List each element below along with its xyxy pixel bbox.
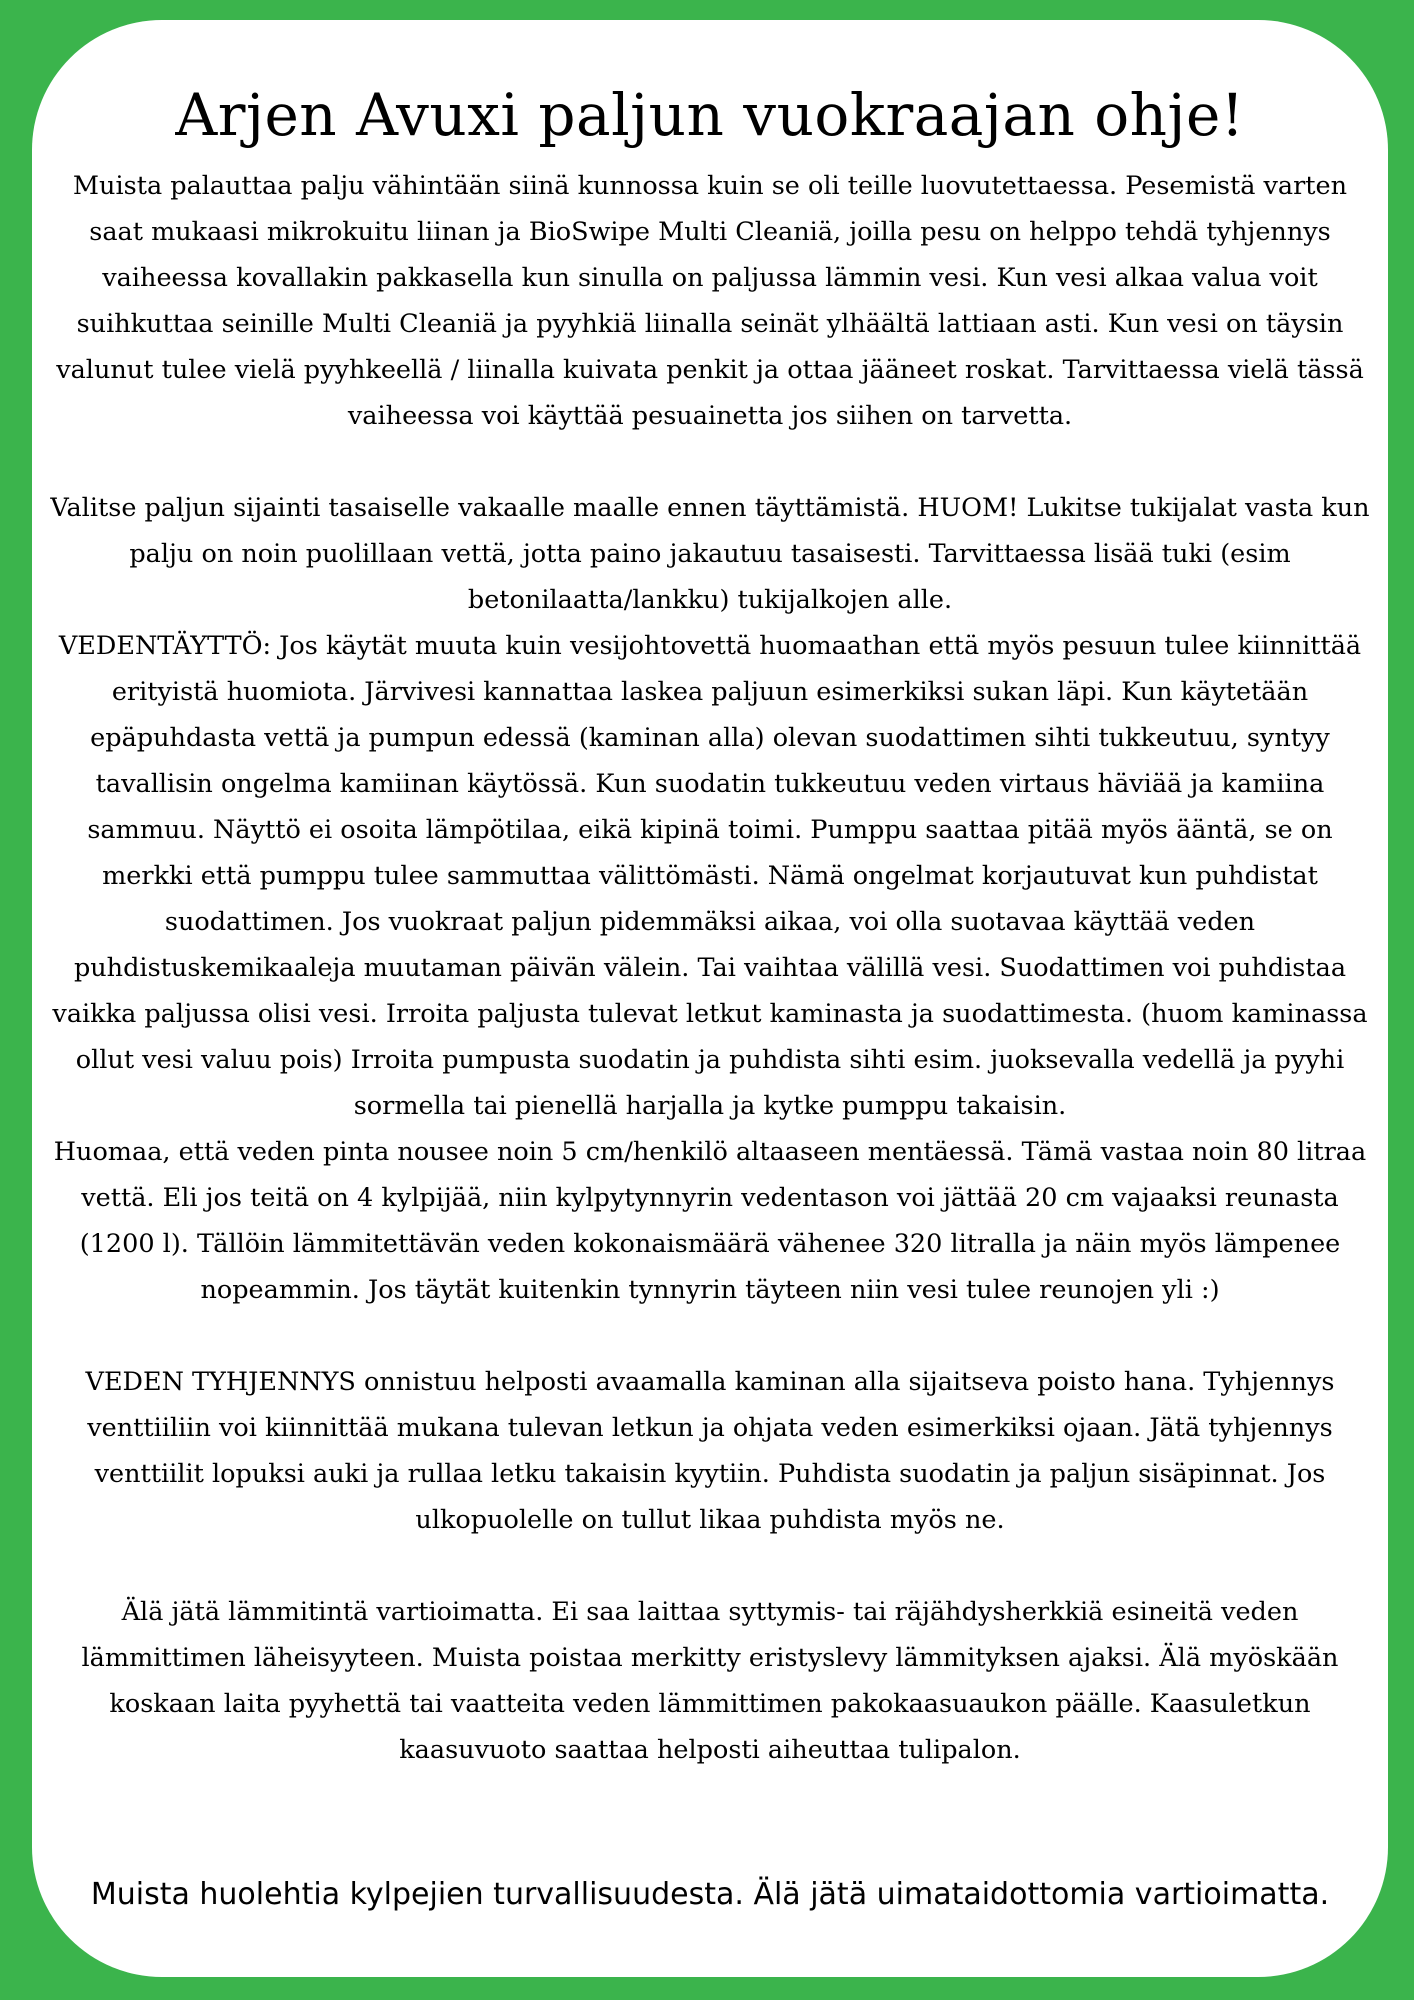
safety-footer: Muista huolehtia kylpejien turvallisuudesta. Älä jätä uimataidottomia vartioimatta. bbox=[90, 1877, 1330, 1912]
page-title: Arjen Avuxi paljun vuokraajan ohje! bbox=[175, 81, 1245, 149]
instruction-card bbox=[32, 20, 1388, 1977]
paragraph-water-filling: VEDENTÄYTTÖ: Jos käytät muuta kuin vesijohtovettä huomaathan että myös pesuun tulee kiinnittää erityistä huomiota. Järvivesi kannattaa laskea paljuun esimerkiksi sukan läpi. Kun käytetään epäpuhdasta vettä ja pumpun edessä (kaminan alla) olevan suodattimen sihti tukkeutuu, syntyy tavallisin ongelma kamiinan käytössä. Kun suodatin tukkeutuu veden virtaus häviää ja kamiina sammuu. Näyttö ei osoita lämpötilaa, eikä kipinä toimi. Pumppu saattaa pitää myös ääntä, se on merkki että pumppu tulee sammuttaa välittömästi. Nämä ongelmat korjautuvat kun puhdistat suodattimen. Jos vuokraat paljun pidemmäksi aikaa, voi olla suotavaa käyttää veden puhdistuskemikaaleja muutaman päivän välein. Tai vaihtaa välillä vesi. Suodattimen voi puhdistaa vaikka paljussa olisi vesi. Irroita paljusta tulevat letkut kaminasta ja suodattimesta. (huom kaminassa ollut vesi valuu pois) Irroita pumpusta suodatin ja puhdista sihti esim. juoksevalla vedellä ja pyyhi sormella tai pienellä harjalla ja kytke pumppu takaisin. bbox=[52, 630, 1368, 1121]
paragraph-emptying: VEDEN TYHJENNYS onnistuu helposti avaamalla kaminan alla sijaitseva poisto hana. Tyhjennys venttiiliin voi kiinnittää mukana tulevan letkun ja ohjata veden esimerkiksi ojaan. Jätä tyhjennys venttiilit lopuksi auki ja rullaa letku takaisin kyytiin. Puhdista suodatin ja paljun sisäpinnat. Jos ulkopuolelle on tullut likaa puhdista myös ne. bbox=[85, 1366, 1335, 1535]
paragraph-placement: Valitse paljun sijainti tasaiselle vakaalle maalle ennen täyttämistä. HUOM! Lukitse tukijalat vasta kun palju on noin puolillaan vettä, jotta paino jakautuu tasaisesti. Tarvittaessa lisää tuki (esim betonilaatta/lankku) tukijalkojen alle. bbox=[50, 492, 1370, 615]
instructions-body bbox=[46, 163, 1374, 1773]
paragraph-heater-safety: Älä jätä lämmitintä vartioimatta. Ei saa laittaa syttymis- tai räjähdysherkkiä esineitä veden lämmittimen läheisyyteen. Muista poistaa merkitty eristyslevy lämmityksen ajaksi. Älä myöskään koskaan laita pyyhettä tai vaatteita veden lämmittimen pakokaasuaukon päälle. Kaasuletkun kaasuvuoto saattaa helposti aiheuttaa tulipalon. bbox=[81, 1596, 1339, 1765]
paragraph-water-level: Huomaa, että veden pinta nousee noin 5 cm/henkilö altaaseen mentäessä. Tämä vastaa noin 80 litraa vettä. Eli jos teitä on 4 kylpijää, niin kylpytynnyrin vedentason voi jättää 20 cm vajaaksi reunasta (1200 l). Tällöin lämmitettävän veden kokonaismäärä vähenee 320 litralla ja näin myös lämpenee nopeammin. Jos täytät kuitenkin tynnyrin täyteen niin vesi tulee reunojen yli :) bbox=[53, 1136, 1367, 1305]
paragraph-returning-cleaning: Muista palauttaa palju vähintään siinä kunnossa kuin se oli teille luovutettaessa. Pesemistä varten saat mukaasi mikrokuitu liinan ja BioSwipe Multi Cleaniä, joilla pesu on helppo tehdä tyhjennys vaiheessa kovallakin pakkasella kun sinulla on paljussa lämmin vesi. Kun vesi alkaa valua voit suihkuttaa seinille Multi Cleaniä ja pyyhkiä liinalla seinät ylhäältä lattiaan asti. Kun vesi on täysin valunut tulee vielä pyyhkeellä / liinalla kuivata penkit ja ottaa jääneet roskat. Tarvittaessa vielä tässä vaiheessa voi käyttää pesuainetta jos siihen on tarvetta. bbox=[56, 170, 1364, 431]
